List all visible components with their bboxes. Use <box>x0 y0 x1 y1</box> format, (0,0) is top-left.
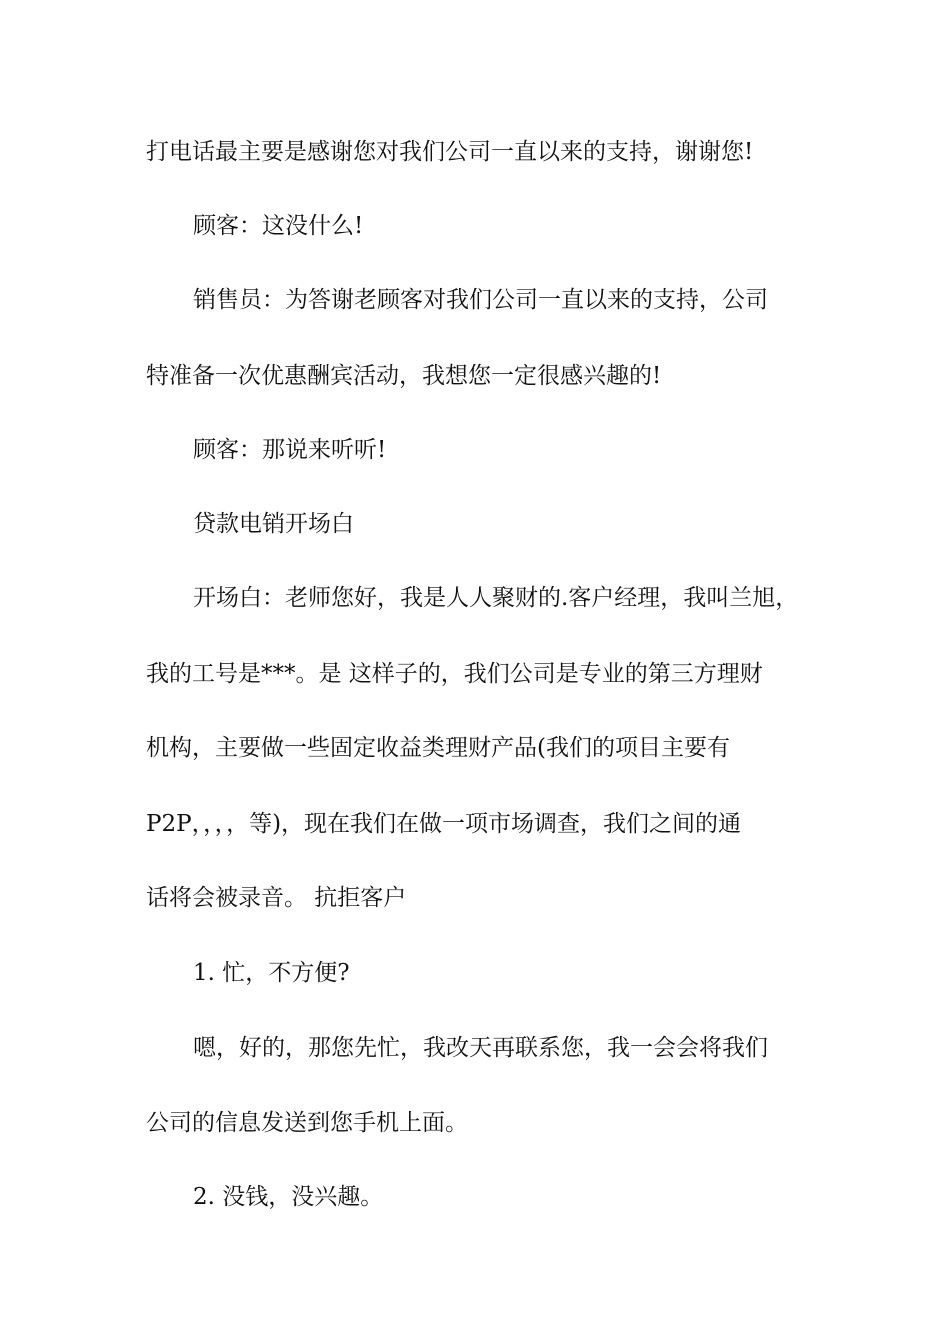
text-line: 销售员：为答谢老顾客对我们公司一直以来的支持，公司 <box>193 287 768 313</box>
text-line: 嗯，好的，那您先忙，我改天再联系您，我一会会将我们 <box>193 1035 768 1061</box>
list-item: 2. 没钱，没兴趣。 <box>193 1184 384 1210</box>
list-item: 1. 忙，不方便? <box>193 960 350 986</box>
text-line: 特准备一次优惠酬宾活动，我想您一定很感兴趣的! <box>146 363 662 389</box>
text-line: 开场白：老师您好，我是人人聚财的.客户经理，我叫兰旭， <box>193 585 799 611</box>
text-line: 机构，主要做一些固定收益类理财产品(我们的项目主要有 <box>146 735 730 761</box>
text-line: 话将会被录音。 抗拒客户 <box>146 885 407 911</box>
text-line: 顾客：那说来听听! <box>193 437 387 463</box>
text-line: P2P，，，，等)，现在我们在做一项市场调查，我们之间的通 <box>146 811 742 837</box>
text-line: 打电话最主要是感谢您对我们公司一直以来的支持，谢谢您! <box>146 139 754 165</box>
text-line: 我的工号是***。是 这样子的，我们公司是专业的第三方理财 <box>146 661 763 687</box>
section-heading: 贷款电销开场白 <box>193 511 354 537</box>
text-line: 公司的信息发送到您手机上面。 <box>146 1110 468 1136</box>
text-line: 顾客：这没什么! <box>193 213 364 239</box>
